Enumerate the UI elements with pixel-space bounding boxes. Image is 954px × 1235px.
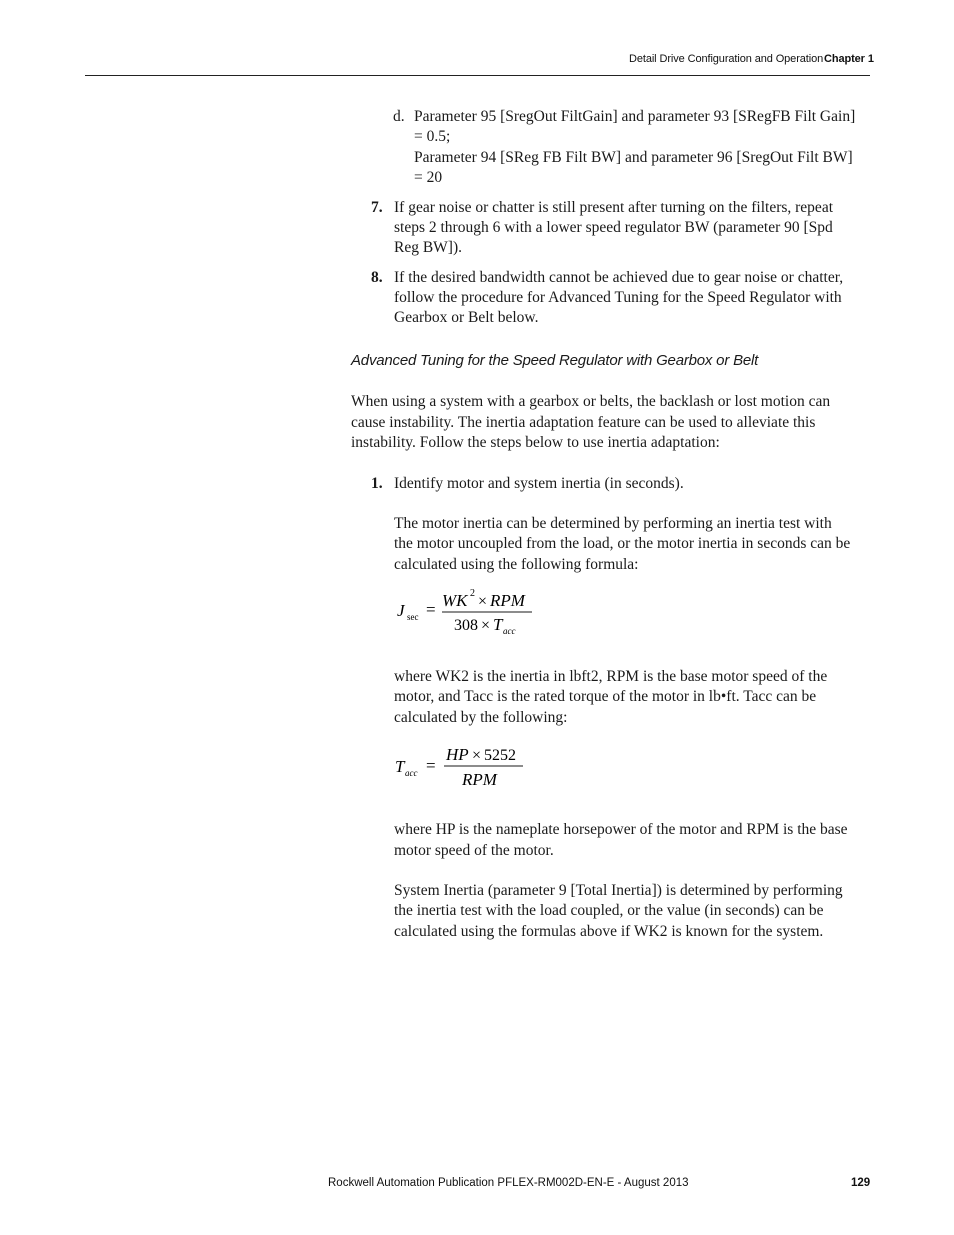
formula1-num-sup: 2 <box>470 588 475 599</box>
step-7-number: 7. <box>371 199 383 216</box>
formula-motor-inertia <box>394 585 554 641</box>
para4-line1: System Inertia (parameter 9 [Total Inertia]) is determined by performing <box>394 882 843 899</box>
section-heading: Advanced Tuning for the Speed Regulator with Gearbox or Belt <box>351 352 759 369</box>
intro-line3: instability. Follow the steps below to use inertia adaptation: <box>351 434 720 451</box>
substep-d-line4: = 20 <box>414 169 443 186</box>
step-8-line3: Gearbox or Belt below. <box>394 309 539 326</box>
footer-publication: Rockwell Automation Publication PFLEX-RM002D-EN-E - August 2013 <box>328 1177 689 1189</box>
formula1-num-wk: WK <box>442 591 468 610</box>
formula2-num-hp: HP <box>446 745 469 764</box>
formula2-lhs: T <box>395 757 405 776</box>
formula2-lhs-sub: acc <box>405 768 418 778</box>
substep-d-line3: Parameter 94 [SReg FB Filt BW] and parameter 96 [SregOut Filt BW] <box>414 149 853 166</box>
step-7-line3: Reg BW]). <box>394 239 463 256</box>
step-1-number: 1. <box>371 475 383 492</box>
formula1-lhs: J <box>397 601 405 620</box>
substep-d-marker: d. <box>393 108 405 125</box>
intro-line1: When using a system with a gearbox or belts, the backlash or lost motion can <box>351 393 831 410</box>
formula1-den-times: × <box>481 617 491 634</box>
para1-line1: The motor inertia can be determined by performing an inertia test with <box>394 515 832 532</box>
running-header-chapter: Chapter 1 <box>824 53 874 65</box>
formula-rated-torque <box>394 738 544 794</box>
para1-line2: the motor uncoupled from the load, or the motor inertia in seconds can be <box>394 535 851 552</box>
substep-d-line2: = 0.5; <box>414 128 451 145</box>
para1-line3: calculated using the following formula: <box>394 556 639 573</box>
footer-page-number: 129 <box>851 1177 871 1189</box>
header-rule <box>85 75 870 76</box>
step-7-line2: steps 2 through 6 with a lower speed regulator BW (parameter 90 [Spd <box>394 219 833 236</box>
step-7-line1: If gear noise or chatter is still present after turning on the filters, repeat <box>394 199 834 216</box>
formula2-num-5252: 5252 <box>484 747 516 764</box>
formula1-den-308: 308 <box>454 617 478 634</box>
para4-line2: the inertia test with the load coupled, or the value (in seconds) can be <box>394 902 824 919</box>
para2-line1: where WK2 is the inertia in lbft2, RPM is the base motor speed of the <box>394 668 828 685</box>
formula1-num-times: × <box>478 593 488 610</box>
para3-line2: motor speed of the motor. <box>394 842 554 859</box>
formula1-lhs-sub: sec <box>407 612 419 622</box>
intro-line2: cause instability. The inertia adaptation feature can be used to alleviate this <box>351 414 816 431</box>
step-8-line1: If the desired bandwidth cannot be achieved due to gear noise or chatter, <box>394 269 844 286</box>
step-8-number: 8. <box>371 269 383 286</box>
step-1-text: Identify motor and system inertia (in seconds). <box>394 475 684 492</box>
formula2-equals: = <box>426 756 436 775</box>
para3-line1: where HP is the nameplate horsepower of the motor and RPM is the base <box>394 821 848 838</box>
formula1-den-t: T <box>493 615 503 634</box>
running-header-title: Detail Drive Configuration and Operation <box>629 53 824 65</box>
formula1-num-rpm: RPM <box>490 591 525 610</box>
para4-line3: calculated using the formulas above if WK2 is known for the system. <box>394 923 824 940</box>
step-8-line2: follow the procedure for Advanced Tuning for the Speed Regulator with <box>394 289 842 306</box>
formula2-num-times: × <box>472 747 482 764</box>
formula2-den-rpm: RPM <box>462 770 497 789</box>
substep-d-line1: Parameter 95 [SregOut FiltGain] and parameter 93 [SRegFB Filt Gain] <box>414 108 856 125</box>
para2-line2: motor, and Tacc is the rated torque of the motor in lb•ft. Tacc can be <box>394 688 817 705</box>
formula1-equals: = <box>426 600 436 619</box>
para2-line3: calculated by the following: <box>394 709 568 726</box>
formula1-den-sub: acc <box>503 626 516 636</box>
